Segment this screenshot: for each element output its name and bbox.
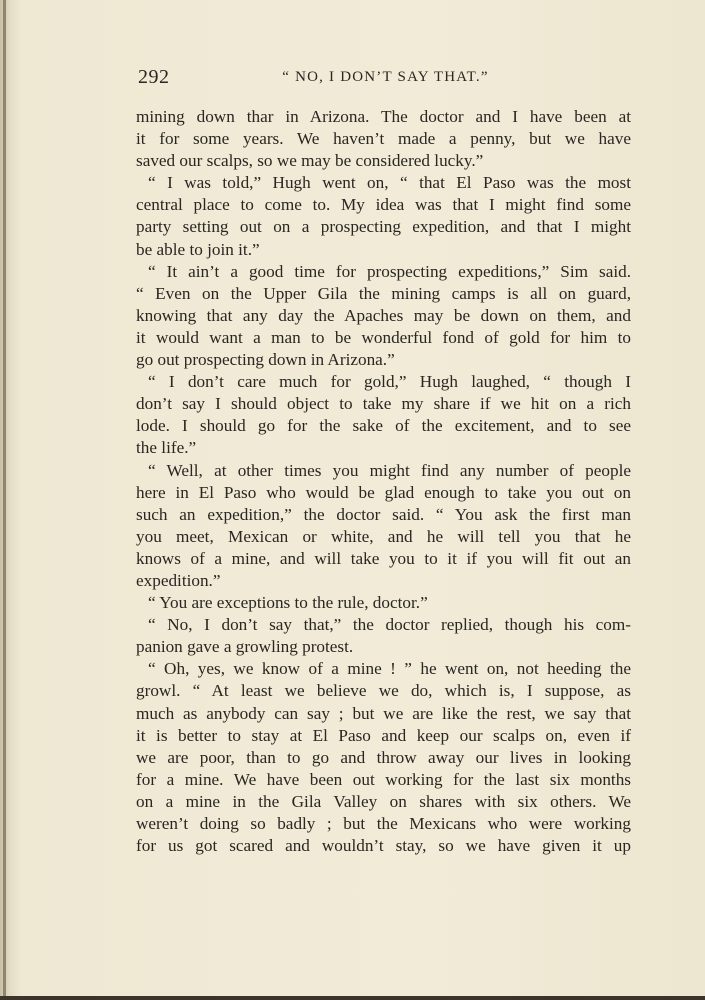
text-line: “ Well, at other times you might find any number of people <box>148 460 631 480</box>
text-line: the life.” <box>136 438 197 458</box>
text-line: “ I don’t care much for gold,” Hugh laughed, “ though I <box>148 372 631 392</box>
page-gutter-edge <box>3 0 6 1000</box>
text-line: it is better to stay at El Paso and keep our scalps on, even if <box>136 725 631 745</box>
text-line: it would want a man to be wonderful fond of gold for him to <box>136 327 631 347</box>
text-line: party setting out on a prospecting expedition, and that I might <box>136 217 631 237</box>
text-line: central place to come to. My idea was that I might find some <box>136 195 631 215</box>
text-line: for us got scared and wouldn’t stay, so we have given it up <box>136 836 631 856</box>
text-line: weren’t doing so badly ; but the Mexicans who were working <box>136 814 631 833</box>
text-line: here in El Paso who would be glad enough to take you out on <box>136 482 631 502</box>
text-line: for a mine. We have been out working for the last six months <box>136 769 631 789</box>
text-line: expedition.” <box>136 570 221 590</box>
text-line: be able to join it.” <box>136 239 260 259</box>
text-line: panion gave a growling protest. <box>136 637 354 657</box>
text-line: “ You are exceptions to the rule, doctor.” <box>148 593 428 613</box>
text-line: don’t say I should object to take my share if we hit on a rich <box>136 394 631 414</box>
page-header <box>138 66 633 92</box>
text-line: “ No, I don’t say that,” the doctor replied, though his com- <box>148 615 631 635</box>
text-line: “ Oh, yes, we know of a mine ! ” he went on, not heeding the <box>148 659 631 679</box>
text-line: “ Even on the Upper Gila the mining camps is all on guard, <box>136 283 631 303</box>
text-line: knows of a mine, and will take you to it if you will fit out an <box>136 548 631 568</box>
text-line: you meet, Mexican or white, and he will tell you that he <box>136 526 631 546</box>
text-line: mining down thar in Arizona. The doctor and I have been at <box>136 107 631 126</box>
text-line: lode. I should go for the sake of the excitement, and to see <box>136 416 631 436</box>
text-line: much as anybody can say ; but we are like the rest, we say that <box>136 703 631 723</box>
text-line: such an expedition,” the doctor said. “ You ask the first man <box>136 504 631 524</box>
text-line: saved our scalps, so we may be considered lucky.” <box>136 151 484 171</box>
text-line: we are poor, than to go and throw away our lives in looking <box>136 747 631 767</box>
text-line: “ It ain’t a good time for prospecting expeditions,” Sim said. <box>148 261 631 281</box>
text-line: “ I was told,” Hugh went on, “ that El Paso was the most <box>148 173 631 193</box>
page-bottom-edge <box>0 996 705 1000</box>
text-line: go out prospecting down in Arizona.” <box>136 350 395 370</box>
text-line: knowing that any day the Apaches may be down on them, and <box>136 305 631 325</box>
body-text <box>136 106 631 857</box>
page-number: 292 <box>138 66 170 88</box>
text-line: it for some years. We haven’t made a penny, but we have <box>136 129 631 149</box>
running-head: “ NO, I DON’T SAY THAT.” <box>282 69 489 85</box>
text-line: on a mine in the Gila Valley on shares with six others. We <box>136 791 631 811</box>
text-line: growl. “ At least we believe we do, which is, I suppose, as <box>136 681 631 701</box>
